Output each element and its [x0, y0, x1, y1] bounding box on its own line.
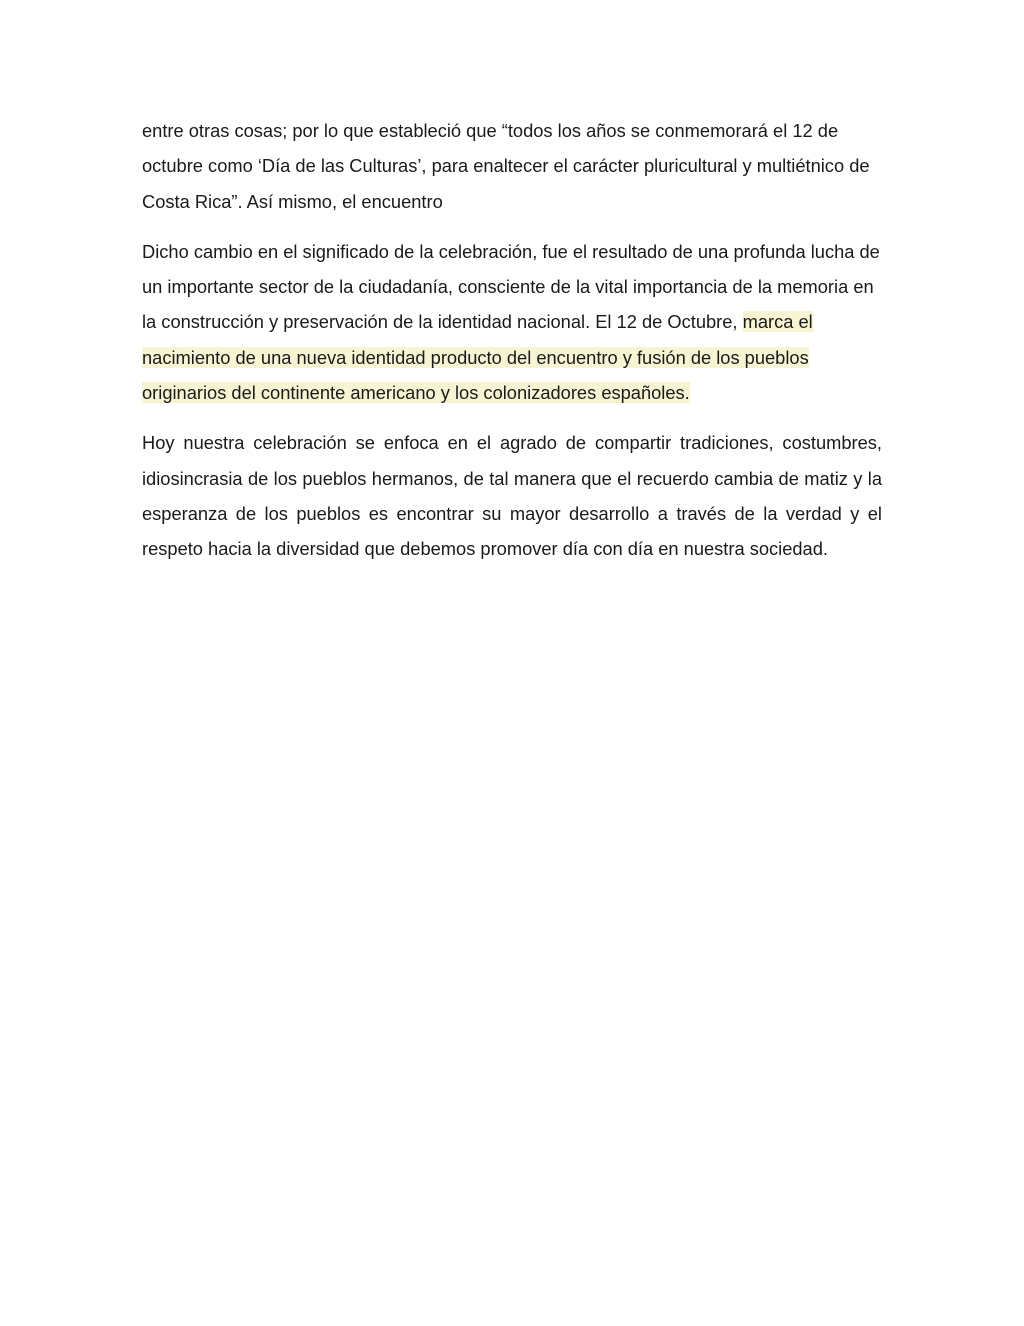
paragraph-1-text: entre otras cosas; por lo que estableció que “todos los años se conmemorará el 12 de octubre como ‘Día de las Culturas’, para enaltecer el carácter pluricultural y multiétnico de Costa Rica”. Así mismo, el encuentro: [142, 120, 870, 212]
paragraph-3: [142, 425, 882, 566]
paragraph-2-text: Dicho cambio en el significado de la celebración, fue el resultado de una profunda lucha de un importante sector de la ciudadanía, consciente de la vital importancia de la memoria en la construcción y preservación de la identidad nacional. El 12 de Octubre,: [142, 240, 880, 333]
document-body: [142, 113, 882, 582]
paragraph-3-text: Hoy nuestra celebración se enfoca en el agrado de compartir tradiciones, costumbres, idiosincrasia de los pueblos hermanos, de tal manera que el recuerdo cambia de matiz y la esperanza de los pueblos es encontrar su mayor desarrollo a través de la verdad y el respeto hacia la diversidad que debemos promover día con día en nuestra sociedad.: [142, 432, 882, 560]
highlighted-text: marca el nacimiento de una nueva identidad producto del encuentro y fusión de los pueblos originarios del continente americano y los colonizadores españoles.: [142, 311, 813, 404]
paragraph-2: [142, 234, 882, 410]
paragraph-1: [142, 113, 882, 219]
